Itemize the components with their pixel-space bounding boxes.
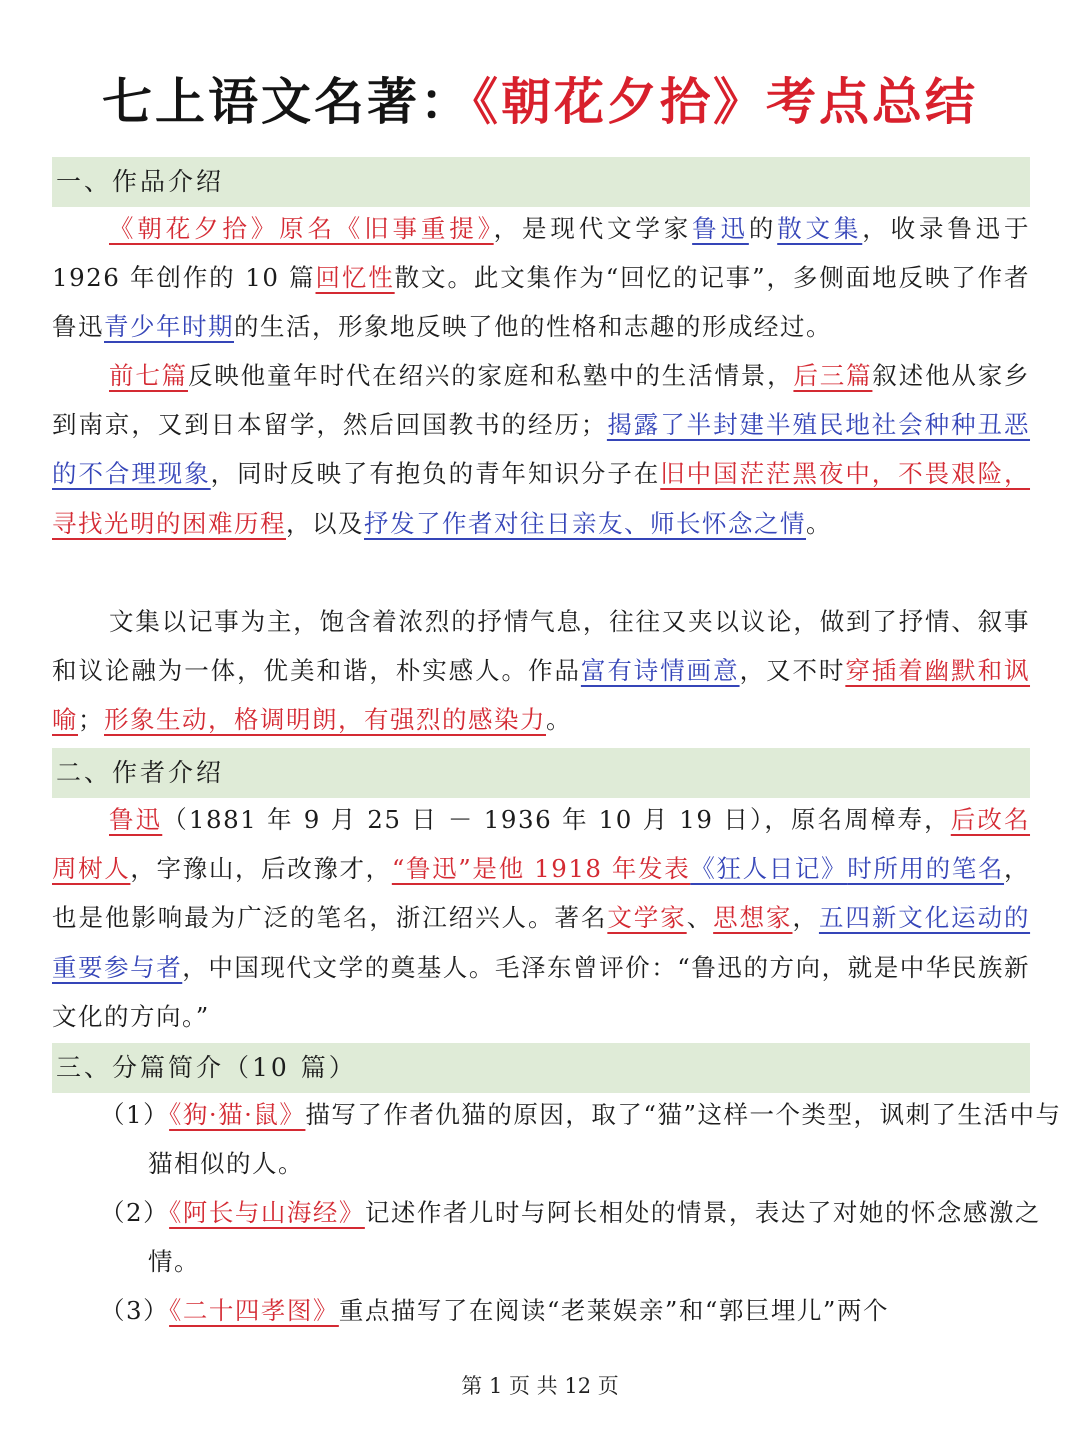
section-heading-intro: 一、作品介绍 (52, 157, 1030, 207)
text-run: ，又不时 (739, 656, 846, 686)
highlight-red: 《朝花夕拾》原名《旧事重提》 (109, 214, 494, 243)
highlight-red: 文学家 (607, 903, 687, 933)
text-run: 记述作者儿时与阿长相处的情景，表达了对她的怀念感激之情。 (148, 1198, 1041, 1277)
highlight-blue: 揭露了半封建半殖民地社会种种丑恶的不合理现象 (52, 410, 1031, 489)
section-heading-author: 二、作者介绍 (52, 748, 1030, 798)
text-run: 反映他童年时代在绍兴的家庭和私塾中的生活情景， (187, 361, 794, 390)
text-run: （2） (100, 1198, 170, 1227)
highlight-red: “鲁迅”是他 1918 年发表 (391, 854, 691, 884)
text-run: ，收录鲁迅于 1926 年创作的 10 篇 (52, 214, 1031, 293)
text-run: （3） (100, 1296, 170, 1325)
highlight-red: 回忆性 (315, 263, 395, 293)
highlight-blue: 时所用的笔名 (847, 854, 1005, 884)
text-run: 的生活，形象地反映了他的性格和志趣的形成经过。 (234, 312, 832, 342)
highlight-blue: 富有诗情画意 (580, 656, 740, 686)
text-run: 重点描写了在阅读“老莱娱亲”和“郭巨埋儿”两个 (338, 1296, 889, 1325)
chapter-item-3 (100, 1286, 1068, 1335)
text-run: 、 (686, 903, 714, 933)
text-run: ，以及 (286, 508, 364, 538)
chapter-item-2 (100, 1188, 1068, 1286)
highlight-red: 形象生动，格调明朗，有强烈的感染力 (104, 705, 546, 735)
highlight-red: 穿插着幽默和讽喻 (52, 656, 1031, 735)
page-footer: 第 1 页 共 12 页 (461, 1374, 619, 1398)
text-run: 叙述他从家乡到南京，又到日本留学，然后回国教书的经历； (52, 361, 1031, 440)
text-run: ，中国现代文学的奠基人。毛泽东曾评价：“鲁迅的方向，就是中华民族新文化的方向。” (52, 952, 1030, 1031)
highlight-blue: 鲁迅 (692, 214, 749, 243)
text-run: ，是现代文学家 (493, 214, 693, 243)
highlight-red: 后三篇 (793, 361, 873, 390)
highlight-blue: 散文集 (777, 214, 863, 243)
text-run: ，同时反映了有抱负的青年知识分子在 (210, 459, 661, 489)
highlight-red: 《二十四孝图》 (169, 1296, 339, 1325)
highlight-blue: 五四新文化运动的重要参与者 (52, 903, 1031, 982)
highlight-blue: 青少年时期 (104, 312, 234, 342)
text-run: 描写了作者仇猫的原因，取了“猫”这样一个类型，讽刺了生活中与猫相似的人。 (148, 1100, 1062, 1179)
highlight-red: 《阿长与山海经》 (169, 1198, 365, 1227)
text-run: 。 (546, 705, 572, 735)
text-run: 散文。此文集作为“回忆的记事”，多侧面地反映了作者鲁迅 (52, 263, 1031, 342)
text-run: ，字豫山，后改豫才， (130, 854, 392, 884)
highlight-red: 《狗·猫·鼠》 (169, 1100, 306, 1129)
highlight-red: 前七篇 (109, 361, 188, 390)
text-run: ，也是他影响最为广泛的笔名，浙江绍兴人。著名 (52, 854, 1031, 933)
highlight-red: 后改名周树人 (52, 805, 1031, 884)
text-run: （1） (100, 1100, 170, 1129)
intro-paragraph-2 (52, 351, 1030, 548)
highlight-red: 思想家 (713, 903, 793, 933)
intro-paragraph-3 (52, 597, 1030, 745)
author-paragraph (52, 795, 1030, 1041)
text-run: （1881 年 9 月 25 日 － 1936 年 10 月 19 日），原名周樟寿， (162, 805, 951, 834)
highlight-blue: 抒发了作者对往日亲友、师长怀念之情 (364, 508, 806, 538)
highlight-blue: 《狂人日记》 (690, 854, 848, 884)
chapter-item-1 (100, 1090, 1068, 1188)
page-title (0, 66, 1080, 138)
text-run: 文集以记事为主，饱含着浓烈的抒情气息，往往又夹以议论，做到了抒情、叙事和议论融为一体，优美和谐，朴实感人。作品 (52, 607, 1030, 686)
title-prefix: 七上语文名著： (102, 73, 473, 131)
highlight-red: 旧中国茫茫黑夜中，不畏艰险，寻找光明的困难历程 (52, 459, 1031, 538)
title-book: 《朝花夕拾》考点总结 (473, 73, 978, 131)
text-run: ， (792, 903, 819, 933)
intro-paragraph-1 (52, 204, 1030, 352)
text-run: 的 (748, 214, 778, 243)
text-run: ； (78, 705, 104, 735)
text-run: 。 (806, 508, 832, 538)
highlight-red: 鲁迅 (109, 805, 163, 834)
section-heading-chapters: 三、分篇简介（10 篇） (52, 1043, 1030, 1093)
